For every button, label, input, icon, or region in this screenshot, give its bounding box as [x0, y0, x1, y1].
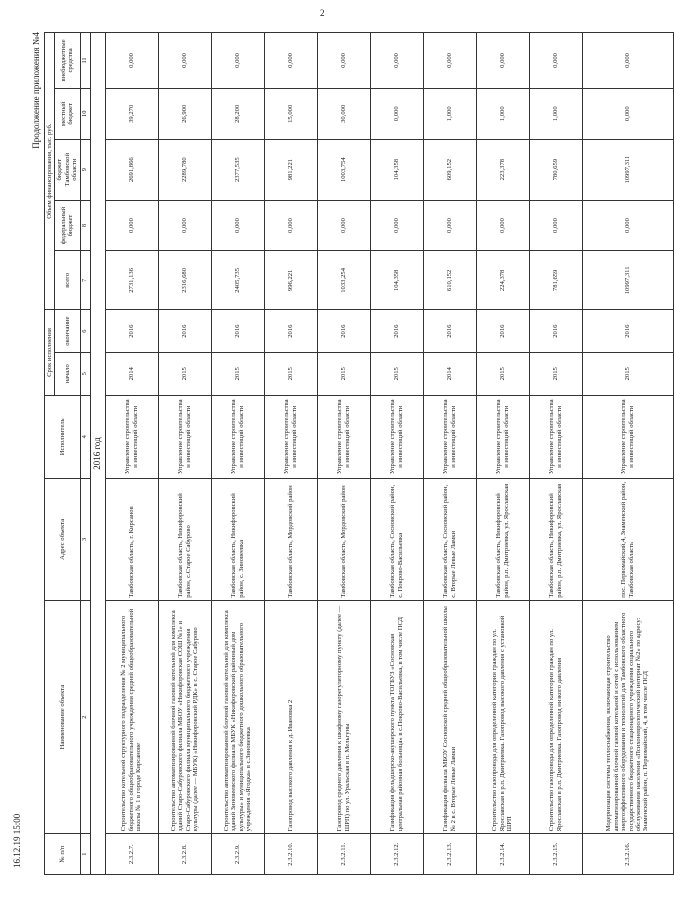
cell-name: Газификация филиала МБОУ Сосновской средней общеобразовательной школы № 2 в с. Вторые Левые Ламки	[423, 600, 476, 834]
cell-regional: 10997,311	[582, 139, 673, 200]
cell-end: 2016	[105, 310, 158, 353]
column-number: 10	[80, 88, 90, 139]
cell-num: 2.3.2.10.	[264, 834, 317, 875]
cell-extra: 0,000	[105, 33, 158, 89]
cell-num: 2.3.2.15.	[529, 834, 582, 875]
cell-local: 26,900	[158, 88, 211, 139]
cell-start: 2015	[370, 352, 423, 395]
column-number: 6	[80, 310, 90, 353]
cell-federal: 0,000	[105, 200, 158, 251]
cell-name: Газификация фельдшерско-акушерского пункта ТОГБУЗ «Сосновская центральная районная больница» в с.Покрово-Васильевка, в том числе ПСД	[370, 600, 423, 834]
column-number: 2	[80, 600, 90, 834]
cell-name: Модернизация системы теплоснабжения, включающая строительство автоматизированной блочной газовой котельной и сетей с использованием энергоэффективного оборудования и технологий для Тамбовского областного государственного бюджетного стационарного учреждения социального обслуживания населения «Психоневрологический интернат №2» по адресу: Знаменский район, п. Первомайский, 4, в том числе ПСД	[582, 600, 673, 834]
table-row	[423, 33, 476, 875]
cell-regional: 104,358	[370, 139, 423, 200]
cell-start: 2015	[317, 352, 370, 395]
header-term: Срок исполнения	[45, 310, 55, 395]
cell-extra: 0,000	[529, 33, 582, 89]
cell-num: 2.3.2.14.	[476, 834, 529, 875]
cell-num: 2.3.2.9.	[211, 834, 264, 875]
header-start: начало	[55, 352, 80, 395]
table-row	[370, 33, 423, 875]
cell-start: 2015	[211, 352, 264, 395]
cell-start: 2015	[476, 352, 529, 395]
cell-address: Тамбовская область, г. Кирсанов	[105, 478, 158, 600]
cell-total: 610,152	[423, 251, 476, 310]
cell-name: Газопровод среднего давления к шкафному газорегуляторному пункту (далее — ШРП) по ул. Уральская в п. Мельгуны	[317, 600, 370, 834]
column-number: 1	[80, 834, 90, 875]
cell-local: 39,270	[105, 88, 158, 139]
header-executor: Исполнитель	[45, 395, 81, 478]
cell-end: 2016	[529, 310, 582, 353]
header-name: Наименование объекта	[45, 600, 81, 834]
cell-executor: Управление строительства и инвестиций области	[370, 395, 423, 478]
year-label: 2016 год	[90, 33, 105, 875]
year-row	[90, 33, 105, 875]
cell-total: 996,221	[264, 251, 317, 310]
table-row	[317, 33, 370, 875]
cell-extra: 0,000	[317, 33, 370, 89]
cell-total: 224,378	[476, 251, 529, 310]
cell-federal: 0,000	[264, 200, 317, 251]
cell-num: 2.3.2.8.	[158, 834, 211, 875]
cell-regional: 780,659	[529, 139, 582, 200]
cell-total: 2731,136	[105, 251, 158, 310]
cell-address: Тамбовская область, Мордовский район	[264, 478, 317, 600]
cell-federal: 0,000	[529, 200, 582, 251]
cell-executor: Управление строительства и инвестиций области	[211, 395, 264, 478]
header-end: окончание	[55, 310, 80, 353]
cell-total: 2316,680	[158, 251, 211, 310]
continuation-label: Продолжение приложения №4	[31, 32, 41, 149]
column-number-row	[80, 33, 90, 875]
cell-address: Тамбовская область, Сосновский район, с. Покрово-Васильевка	[370, 478, 423, 600]
table-row	[211, 33, 264, 875]
cell-address: Тамбовская область, Никифоровский район, с. Зиновеевка	[211, 478, 264, 600]
column-number: 11	[80, 33, 90, 89]
cell-address: пос. Первомайский,4, Знаменский район, Тамбовская область	[582, 478, 673, 600]
cell-address: Тамбовская область, Никифоровский район, р.п. Дмитриевка, ул. Ярославская	[476, 478, 529, 600]
cell-start: 2015	[529, 352, 582, 395]
cell-start: 2015	[158, 352, 211, 395]
cell-federal: 0,000	[476, 200, 529, 251]
timestamp: 16.12.19 15:00	[12, 813, 22, 868]
header-extra: внебюджетные средства	[55, 33, 80, 89]
cell-address: Тамбовская область, Мордовский район	[317, 478, 370, 600]
cell-executor: Управление строительства и инвестиций области	[317, 395, 370, 478]
cell-executor: Управление строительства и инвестиций области	[582, 395, 673, 478]
table-row	[158, 33, 211, 875]
cell-executor: Управление строительства и инвестиций области	[158, 395, 211, 478]
cell-end: 2016	[370, 310, 423, 353]
cell-regional: 2377,535	[211, 139, 264, 200]
cell-name: Газопровод высокого давления к д. Ивановка 2	[264, 600, 317, 834]
cell-regional: 2289,780	[158, 139, 211, 200]
cell-extra: 0,000	[211, 33, 264, 89]
cell-total: 1033,254	[317, 251, 370, 310]
cell-total: 10997,311	[582, 251, 673, 310]
cell-extra: 0,000	[264, 33, 317, 89]
cell-address: Тамбовская область, Сосновский район, с. Вторые Левые Ламки	[423, 478, 476, 600]
cell-federal: 0,000	[158, 200, 211, 251]
cell-executor: Управление строительства и инвестиций области	[264, 395, 317, 478]
column-number: 5	[80, 352, 90, 395]
cell-executor: Управление строительства и инвестиций области	[529, 395, 582, 478]
cell-extra: 0,000	[582, 33, 673, 89]
cell-regional: 2691,866	[105, 139, 158, 200]
cell-local: 1,000	[529, 88, 582, 139]
cell-regional: 609,152	[423, 139, 476, 200]
cell-local: 0,000	[370, 88, 423, 139]
cell-total: 781,659	[529, 251, 582, 310]
cell-regional: 981,221	[264, 139, 317, 200]
header-local: местный бюджет	[55, 88, 80, 139]
cell-start: 2015	[582, 352, 673, 395]
cell-name: Строительство котельной структурного подразделения № 2 муниципального бюджетного общеобразовательного учреждения средней общеобразовательной школы № 1 в городе Кирсанове	[105, 600, 158, 834]
cell-end: 2016	[211, 310, 264, 353]
cell-extra: 0,000	[476, 33, 529, 89]
cell-end: 2016	[158, 310, 211, 353]
cell-end: 2016	[317, 310, 370, 353]
cell-name: Строительство газопровода для определенной категории граждан по ул. Ярославская в р.п. Дмитриевка. Газопровод высокого давления с установкой ШРП	[476, 600, 529, 834]
table-row	[476, 33, 529, 875]
cell-extra: 0,000	[370, 33, 423, 89]
cell-name: Строительство газопровода для определенной категории граждан по ул. Ярославская в р.п. Дмитриевка. Газопровод низкого давления	[529, 600, 582, 834]
cell-executor: Управление строительства и инвестиций области	[476, 395, 529, 478]
cell-num: 2.3.2.13.	[423, 834, 476, 875]
column-number: 7	[80, 251, 90, 310]
cell-local: 30,000	[317, 88, 370, 139]
cell-start: 2015	[264, 352, 317, 395]
cell-name: Строительство автоматизированной блочной газовой котельной для комплекса зданий Зиновеевского филиала МБУК «Никифоровский районный дом культуры» и муниципального бюджетного дошкольного образовательного учреждения «Ягодка» в с.Зиновеевка	[211, 600, 264, 834]
cell-federal: 0,000	[423, 200, 476, 251]
cell-local: 1,000	[423, 88, 476, 139]
cell-end: 2016	[264, 310, 317, 353]
cell-local: 28,200	[211, 88, 264, 139]
cell-start: 2014	[423, 352, 476, 395]
cell-federal: 0,000	[317, 200, 370, 251]
header-funding: Объем финансирования, тыс. руб.	[45, 33, 55, 310]
cell-num: 2.3.2.11.	[317, 834, 370, 875]
cell-start: 2014	[105, 352, 158, 395]
rotated-page-content	[30, 32, 650, 875]
cell-regional: 1003,754	[317, 139, 370, 200]
header-address: Адрес объекта	[45, 478, 81, 600]
cell-executor: Управление строительства и инвестиций области	[105, 395, 158, 478]
cell-num: 2.3.2.12.	[370, 834, 423, 875]
table-row	[105, 33, 158, 875]
table-row	[582, 33, 673, 875]
cell-end: 2016	[582, 310, 673, 353]
cell-address: Тамбовская область, Никифоровский район, р.п. Дмитриевка, ул. Ярославская	[529, 478, 582, 600]
cell-federal: 0,000	[582, 200, 673, 251]
column-number: 8	[80, 200, 90, 251]
cell-num: 2.3.2.7.	[105, 834, 158, 875]
cell-total: 104,358	[370, 251, 423, 310]
header-total: всего	[55, 251, 80, 310]
page-number: 2	[320, 8, 325, 18]
cell-address: Тамбовская область, Никифоровский район, с.Старое Сабурово	[158, 478, 211, 600]
cell-local: 15,000	[264, 88, 317, 139]
column-number: 3	[80, 478, 90, 600]
cell-executor: Управление строительства и инвестиций области	[423, 395, 476, 478]
table-row	[529, 33, 582, 875]
table-row	[264, 33, 317, 875]
funding-table	[44, 32, 674, 875]
cell-federal: 0,000	[370, 200, 423, 251]
column-number: 9	[80, 139, 90, 200]
header-regional: бюджет Тамбовской области	[55, 139, 80, 200]
cell-local: 0,000	[582, 88, 673, 139]
column-number: 4	[80, 395, 90, 478]
cell-total: 2405,735	[211, 251, 264, 310]
header-federal: федеральный бюджет	[55, 200, 80, 251]
cell-local: 1,000	[476, 88, 529, 139]
cell-end: 2016	[476, 310, 529, 353]
cell-extra: 0,000	[158, 33, 211, 89]
cell-num: 2.3.2.16.	[582, 834, 673, 875]
header-num: № п/п	[45, 834, 81, 875]
cell-federal: 0,000	[211, 200, 264, 251]
cell-name: Строительство автоматизированной блочной газовой котельной для комплекса зданий Старо-Сабуровского филиала МБОУ «Никифоровская СОШ №1» и Старо-Сабуровского филиала муниципального бюджетного учреждения культуры (далее — МБУК) «Никифоровский РДК» в с. Старое Сабурово	[158, 600, 211, 834]
cell-end: 2016	[423, 310, 476, 353]
cell-extra: 0,000	[423, 33, 476, 89]
cell-regional: 223,378	[476, 139, 529, 200]
